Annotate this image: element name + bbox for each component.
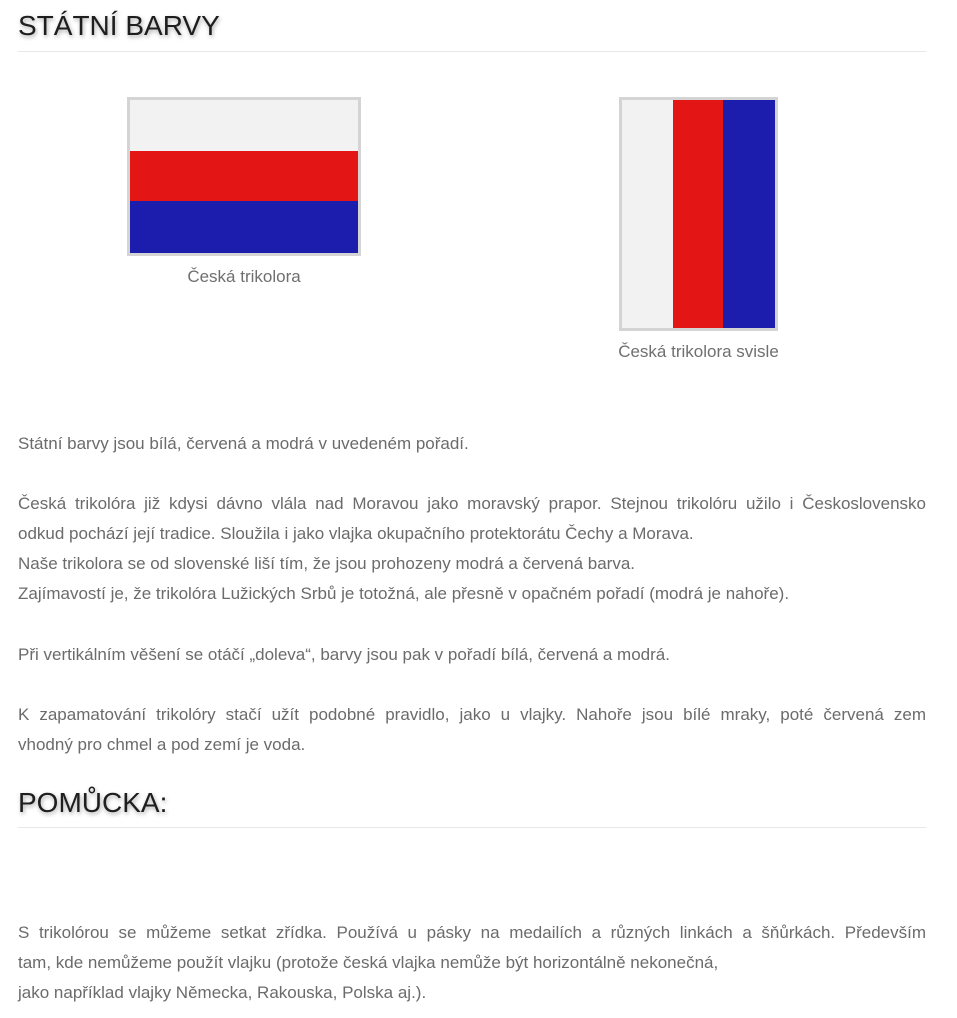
divider: [18, 827, 926, 828]
flag-horizontal-image: [127, 97, 361, 256]
flag-stripe-white: [622, 100, 673, 328]
paragraph-line: odkud pochází její tradice. Sloužila i jako vlajka okupačního protektorátu Čechy a Morava.: [18, 524, 694, 543]
paragraph-line: Zajímavostí je, že trikolóra Lužických Srbů je totožná, ale přesně v opačném pořadí (modrá je nahoře).: [18, 584, 790, 603]
paragraph-line: Státní barvy jsou bílá, červená a modrá v uvedeném pořadí.: [18, 434, 469, 453]
paragraph-line: K zapamatování trikolóry stačí užít podobné pravidlo, jako u vlajky. Nahoře jsou bílé mraky, poté červená zem: [18, 705, 926, 724]
flag-vertical-image: [619, 97, 778, 331]
paragraph-line: S trikolórou se můžeme setkat zřídka. Používá u pásky na medailích a různých linkách a šňůrkách. Především: [18, 923, 926, 942]
paragraph-history: [18, 489, 926, 609]
section-title-state-colors: STÁTNÍ BARVY: [18, 10, 220, 41]
paragraph-line: jako například vlajky Německa, Rakouska, Polska aj.).: [18, 983, 427, 1002]
paragraph-vertical-hanging: [18, 640, 926, 670]
paragraph-line: Naše trikolora se od slovenské liší tím, že jsou prohozeny modrá a červená barva.: [18, 554, 636, 573]
paragraph-line: Při vertikálním věšení se otáčí „doleva“, barvy jsou pak v pořadí bílá, červená a modrá.: [18, 645, 670, 664]
paragraph-line: vhodný pro chmel a pod zemí je voda.: [18, 735, 306, 754]
divider: [18, 51, 926, 52]
section-title-mnemonic: POMŮCKA:: [18, 787, 168, 818]
flag-stripe-red: [673, 100, 723, 328]
flag-stripe-white: [130, 100, 358, 151]
paragraph-mnemonic: [18, 700, 926, 760]
flag-stripe-blue: [723, 100, 775, 328]
flag-stripe-red: [130, 151, 358, 201]
paragraph-line: tam, kde nemůžeme použít vlajku (protože česká vlajka nemůže být horizontálně nekonečná,: [18, 953, 719, 972]
paragraph-usage: [18, 918, 926, 1008]
flag-horizontal-caption: Česká trikolora: [187, 267, 301, 286]
paragraph-line: Česká trikolóra již kdysi dávno vlála nad Moravou jako moravský prapor. Stejnou trikolóru užilo i Československo: [18, 494, 926, 513]
paragraph-colors-order: [18, 429, 926, 459]
flag-stripe-blue: [130, 201, 358, 253]
flag-vertical-caption: Česká trikolora svisle: [618, 342, 779, 361]
